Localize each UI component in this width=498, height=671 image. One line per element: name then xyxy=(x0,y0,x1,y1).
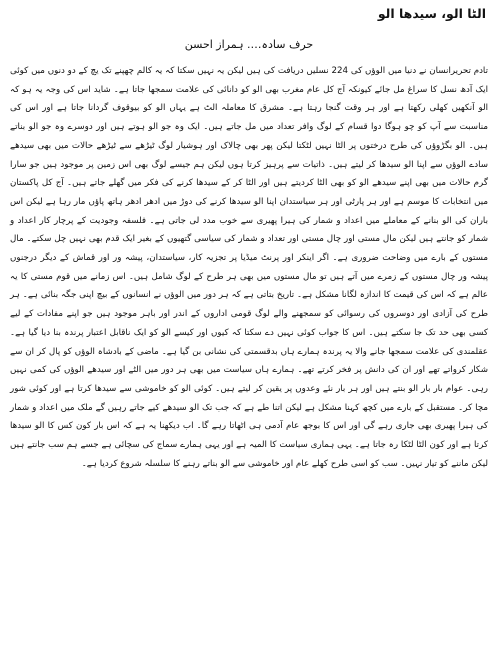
article-byline: حرف سادہ…. ہمراز احسن xyxy=(184,38,314,51)
article-title: الٹا الو، سیدھا الو xyxy=(377,6,486,21)
article-body: تادم تحریرانسان نے دنیا میں الوؤں کی 224 نسلیں دریافت کی ہیں لیکن یہ نہیں سکتا کہ یہ کالم چھپنے تک یچ کے دو دنوں میں کوئی ایک آدھ نسل کا سراغ مل جائے کیونکہ آج کل عام مغرب بھی الو کو دانائی کی علامت سمجھا جاتا ہے۔ شاید اس کی وجہ یہ ہو کہ الو آنکھیں کھلی رکھتا ہے اور ہر وقت گنجا رہتا ہے۔ مشرق کا معاملہ الٹ ہے یہاں الو کو بیوقوف گردانا جاتا ہے اور اس کی مناسبت سے آپ کو چو ہوگا دوا قسام کے لوگ وافر تعداد میں مل جاتے ہیں۔ ایک وہ جو الو ہوتے ہیں اور دوسرے وہ جو الو بناتے ہیں۔ الو بگڑوؤں کی طرح درختوں پر الٹا نہیں لٹکتا لیکن پھر بھی چالاک اور ہوشیار لوگ ٹیڑھے سے ٹیڑھے حالات میں بھی سیدھے سادے الوؤں سے اپنا الو سیدھا کر لیتے ہیں۔ ذاتیات سے پرہیز کرتا ہوں لیکن ہم جیسے لوگ بھی اس زمین پر موجود ہیں جو سارا گرم حالات میں بھی اپنے سیدھے الو کو بھی الٹا کردیتے ہیں اور الٹا کر کے سیدھا کرنے کی فکر میں گھلے جاتے ہیں۔ آج کل پاکستان میں انتخابات کا موسم ہے اور ہر پارٹی اور ہر سیاستدان اپنا الو سیدھا کرنے کی دوڑ میں ادھر ادھر ہاتھ پاؤں مار رہا ہے لیکن اس باران کی الو بنانے کے معاملے میں اعداد و شمار کی ہیرا پھیری سے خوب مدد لی جاتی ہے۔ فلسفہ وجودیت کے پرچار کار اعداد و شمار کو جانتے ہیں لیکن مال مستی اور چال مستی اور تعداد و شمار کی سیاسی گتھیوں کے بغیر ایک قدم بھی نہیں چل سکتے۔ مال مستوں کے بارے میں وضاحت ضروری ہے۔ اگر اینکر اور پرنٹ میڈیا پر تجزیہ کار، سیاستدان، پیشہ ور اور قماش کے دیگر درجنوں پیشہ ور چال مستوں کے زمرے میں آتے ہیں تو مال مستوں میں بھی ہر طرح کے لوگ شامل ہیں۔ اس زمانے میں قوم مستی کا یہ عالم ہے کہ اس کی قیمت کا اندازہ لگانا مشکل ہے۔ تاریخ بتاتی ہے کہ ہر دور میں الوؤں نے انسانوں کے بیچ اپنی جگہ بنائی ہے۔ ہر طرح کی آزادی اور دوسروں کی رسوائی کو سمجھنے والے لوگ قومی اداروں کے اندر اور باہر موجود ہیں جو اپنے مفادات کے لیے کسی بھی حد تک جا سکتے ہیں۔ اس کا جواب کوئی نہیں دے سکتا کہ کیوں اور کیسے الو کو ایک ناقابل اعتبار پرندہ بنا دیا گیا ہے۔ عقلمندی کی علامت سمجھا جانے والا یہ پرندہ ہمارے ہاں بدقسمتی کی نشانی بن گیا ہے۔ ماضی کے بادشاہ الوؤں کو پال کر ان سے شکار کرواتے تھے اور ان کی دانش پر فخر کرتے تھے۔ ہمارے ہاں سیاست میں بھی ہر دور میں الٹے اور سیدھے الوؤں کی کمی نہیں رہی۔ عوام بار بار الو بنتے ہیں اور ہر بار نئے وعدوں پر یقین کر لیتے ہیں۔ کوئی الو کو خاموشی سے سیدھا کرتا ہے اور کوئی شور مچا کر۔ مستقبل کے بارے میں کچھ کہنا مشکل ہے لیکن اتنا طے ہے کہ جب تک الو سیدھے کیے جاتے رہیں گے ملک میں اعداد و شمار کی ہیرا پھیری بھی جاری رہے گی اور اس کا بوجھ عام آدمی ہی اٹھاتا رہے گا۔ اب دیکھنا یہ ہے کہ اس بار کون کس کا الو سیدھا کرتا ہے اور کون الٹا لٹکا رہ جاتا ہے۔ یہی ہماری سیاست کا المیہ ہے اور یہی ہمارے سماج کی سچائی ہے جسے ہم سب جانتے ہیں لیکن ماننے کو تیار نہیں۔ سب کو اسی طرح کھلے عام اور خاموشی سے الو بناتے رہنے کا سلسلہ شروع کردیا ہے۔ xyxy=(10,66,488,469)
